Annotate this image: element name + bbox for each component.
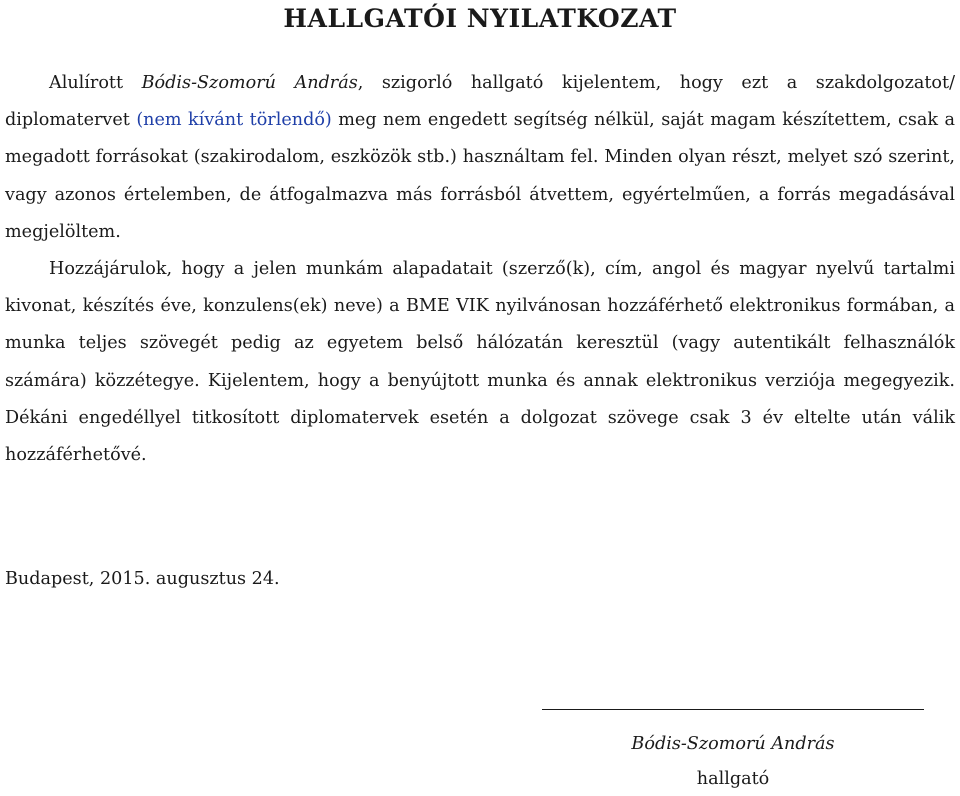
signature-line xyxy=(542,709,924,710)
student-name: Bódis-Szomorú András xyxy=(141,73,358,93)
declaration-paragraph xyxy=(5,65,955,251)
paragraph-intro: Alulírott xyxy=(49,73,142,93)
consent-paragraph xyxy=(5,251,955,474)
consent-text: Hozzájárulok, hogy a jelen munkám alapadatait (szerző(k), cím, angol és magyar nyelvű tartalmi kivonat, készítés éve, konzulens(ek) neve) a BME VIK nyilvánosan hozzáférhető elektronikus formában, a munka teljes szövegét pedig az egyetem belső hálózatán keresztül (vagy autentikált felhasználók számára) közzétegye. Kijelentem, hogy a benyújtott munka és annak elektronikus verziója megegyezik. Dékáni engedéllyel titkosított diplomatervek esetén a dolgozat szövege csak 3 év eltelte után válik hozzáférhetővé. xyxy=(5,259,955,466)
paragraph-text-rest: meg nem engedett segítség nélkül, saját magam készítettem, csak a megadott forrásokat (szakirodalom, eszközök stb.) használtam fel. Minden olyan részt, melyet szó szerint, vagy azonos értelemben, de átfogalmazva más forrásból átvettem, egyértelműen, a forrás megadásával megjelöltem. xyxy=(5,110,955,242)
paragraph-text: , szigorló hallgató kijelentem, hogy ezt a szakdolgozatot/ diplomatervet xyxy=(5,73,955,131)
signature-name: Bódis-Szomorú András xyxy=(631,734,835,754)
strike-note-link[interactable]: (nem kívánt törlendő) xyxy=(136,110,332,131)
signature-role: hallgató xyxy=(696,769,770,789)
date-line: Budapest, 2015. augusztus 24. xyxy=(5,569,280,589)
page-title: HALLGATÓI NYILATKOZAT xyxy=(283,4,677,33)
